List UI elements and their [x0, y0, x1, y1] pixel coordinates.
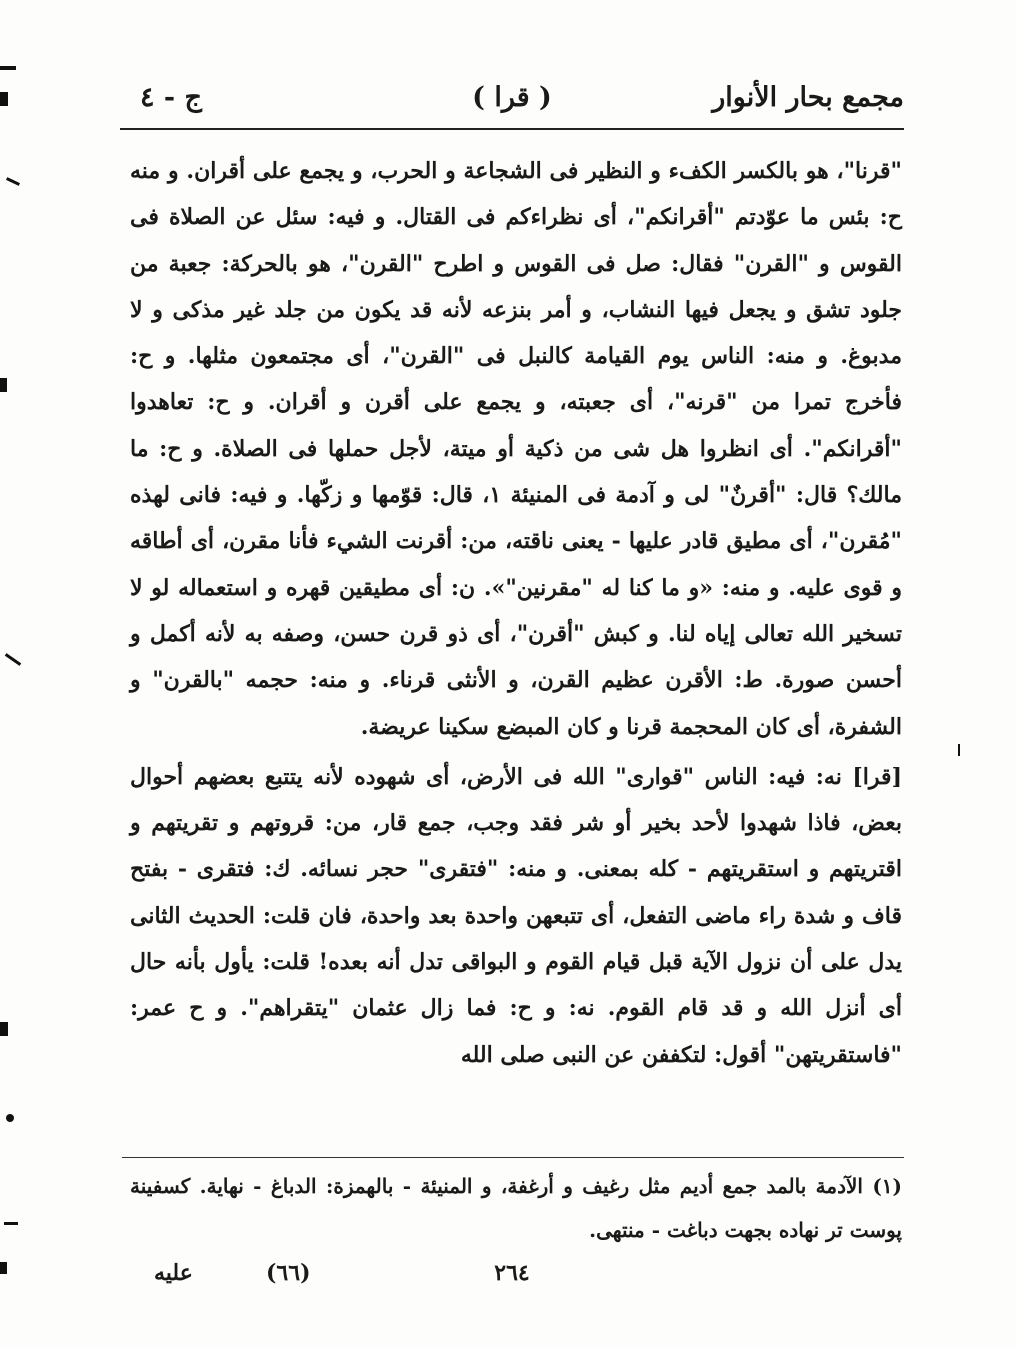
catchword: عليه — [154, 1260, 193, 1286]
main-text — [130, 148, 902, 1078]
scan-artifact — [0, 66, 16, 70]
running-header — [120, 78, 904, 122]
entry-paragraph-qara: [قرا] نه: فيه: الناس "قوارى" الله فى الأرض، أى شهوده لأنه يتتبع بعضهم أحوال بعض، فاذا شهدوا لأحد بخير أو شر فقد وجب، جمع قار، من: قروتهم و تقريتهم و اقتريتهم و استقريتهم - كله بمعنى. و منه: "فتقرى" حجر نسائه. ك: فتقرى - بفتح قاف و شدة راء ماضى التفعل، أى تتبعهن واحدة بعد واحدة، فان قلت: الحديث الثانى يدل على أن نزول الآية قبل قيام القوم و البواقى تدل أنه بعده! قلت: يأول بأنه حال أى أنزل الله و قد قام القوم. نه: و ح: فما زال عثمان "يتقراهم". و ح عمر: "فاستقريتهن" أقول: لتكففن عن النبى صلى الله — [130, 763, 902, 1068]
scan-artifact — [4, 1222, 18, 1225]
scan-artifact — [6, 177, 20, 186]
scan-artifact — [0, 378, 7, 392]
footnote-rule — [122, 1157, 904, 1158]
footnote: (١) الآدمة بالمد جمع أديم مثل رغيف و أرغفة، و المنيئة - بالهمزة: الدباغ - نهاية. كسفينة پوست تر نهاده بجهت دباغت - منتهى. — [130, 1174, 902, 1242]
book-title: مجمع بحار الأنوار — [712, 82, 904, 113]
scan-artifact — [0, 1022, 8, 1036]
scan-artifact — [0, 92, 8, 106]
scan-artifact — [5, 653, 21, 666]
scan-artifact — [6, 1114, 14, 1122]
page-number: ٢٦٤ — [494, 1260, 530, 1286]
header-rule — [120, 128, 904, 130]
volume-number: ج - ٤ — [140, 82, 202, 113]
signature-mark: (٦٦) — [266, 1260, 311, 1286]
scan-artifact — [0, 1262, 7, 1274]
root-word-heading: ( قرا ) — [472, 82, 552, 113]
entry-paragraph-qarn: "قرنا"، هو بالكسر الكفء و النظير فى الشجاعة و الحرب، و يجمع على أقران. و منه ح: بئس ما عوّدتم "أقرانكم"، أى نظراءكم فى القتال. و فيه: سئل عن الصلاة فى القوس و "القرن" فقال: صل فى القوس و اطرح "القرن"، هو بالحركة: جعبة من جلود تشق و يجعل فيها النشاب، و أمر بنزعه لأنه قد يكون من جلد غير مذكى و لا مدبوغ. و منه: الناس يوم القيامة كالنبل فى "القرن"، أى مجتمعون مثلها. و ح: فأخرج تمرا من "قرنه"، أى جعبته، و يجمع على أقرن و أقران. و ح: تعاهدوا "أقرانكم". أى انظروا هل شى من ذكية أو ميتة، لأجل حملها فى الصلاة. و ح: ما مالك؟ قال: "أقرنٌ" لى و آدمة فى المنيئة ١، قال: قوّمها و زكّها. و فيه: فانى لهذه "مُقرن"، أى مطيق قادر عليها - يعنى ناقته، من: أقرنت الشيء فأنا مقرن، أى أطاقه و قوى عليه. و منه: «و ما كنا له "مقرنين"». ن: أى مطيقين قهره و استعماله لو لا تسخير الله تعالى إياه لنا. و كبش "أقرن"، أى ذو قرن حسن، وصفه به لأنه أكمل و أحسن صورة. ط: الأقرن عظيم القرن، و الأنثى قرناء. و منه: حجمه "بالقرن" و الشفرة، أى كان المحجمة قرنا و كان المبضع سكينا عريضة. — [130, 158, 902, 740]
page-footer — [120, 1260, 904, 1296]
scan-artifact — [958, 744, 960, 756]
